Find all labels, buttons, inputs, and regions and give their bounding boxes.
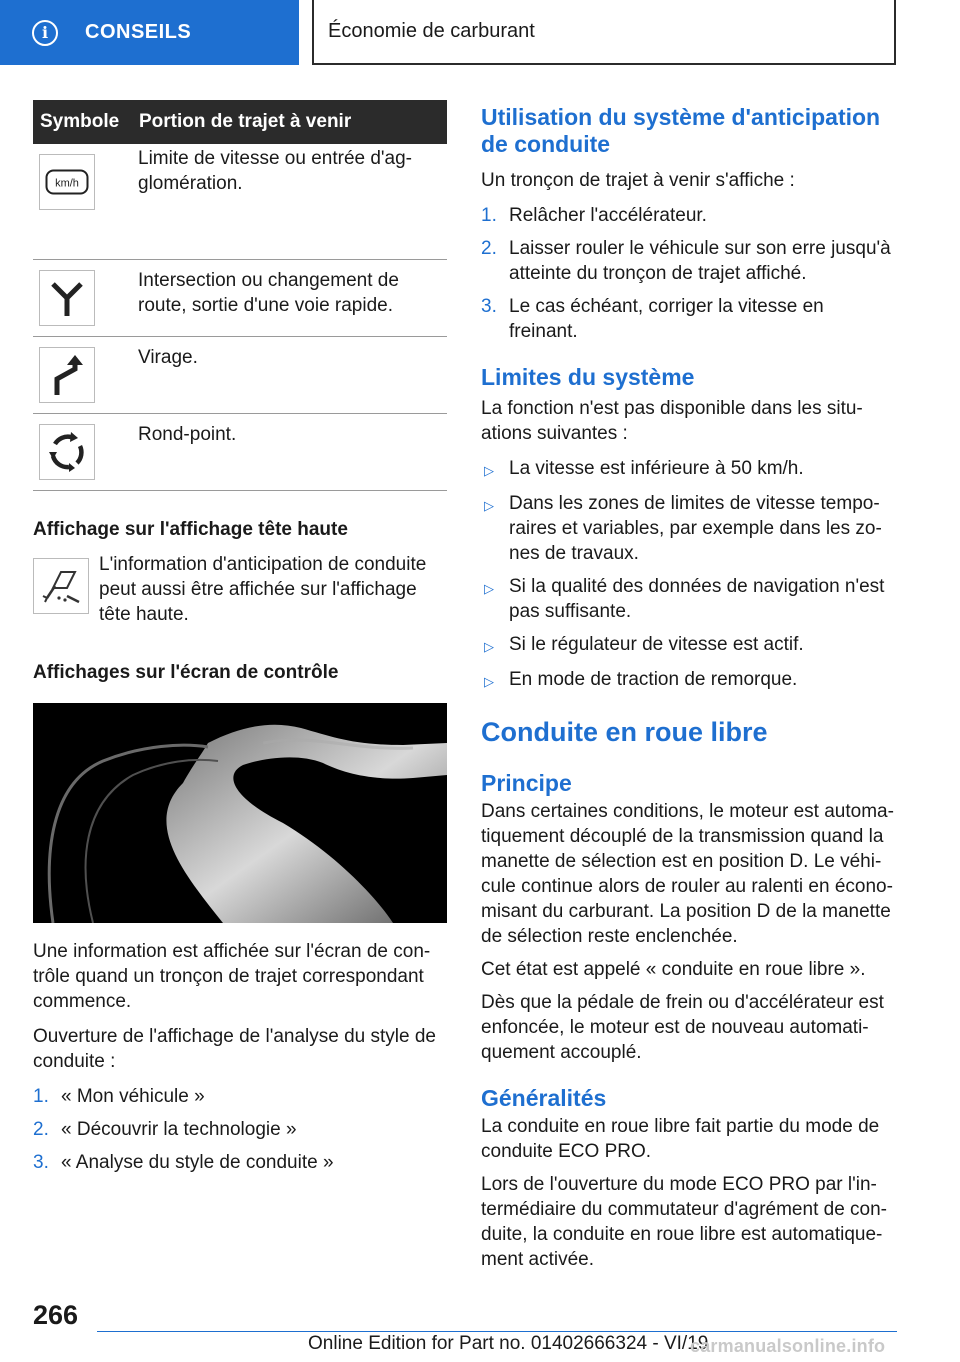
list-item: 2. Laisser rouler le véhicule sur son erre jusqu'à atteinte du tronçon de trajet affiché. <box>481 238 891 284</box>
list-item: ▷ La vitesse est inférieure à 50 km/h. <box>481 456 896 483</box>
principle-p2: Cet état est appelé « conduite en roue libre ». <box>481 959 866 980</box>
triangle-bullet-icon: ▷ <box>484 674 494 689</box>
general-heading: Généralités <box>481 1085 607 1111</box>
principle-p3: Dès que la pédale de frein ou d'accélérateur est enfoncée, le moteur est de nouveau automati-quement accouplé. <box>481 992 884 1063</box>
row-text: Limite de vitesse ou entrée d'ag-glomération. <box>132 144 447 259</box>
list-item: 3. Le cas échéant, corriger la vitesse en freinant. <box>481 296 824 342</box>
list-item: 3. « Analyse du style de conduite » <box>33 1151 334 1173</box>
row-text: Virage. <box>132 336 447 413</box>
list-item: ▷ Dans les zones de limites de vitesse tempo-raires et variables, par exemple dans les zo-nes de travaux. <box>481 491 896 566</box>
road-ahead-illustration <box>33 703 447 923</box>
head-up-display-icon <box>33 558 89 614</box>
section-label: CONSEILS <box>85 21 192 43</box>
general-p2: Lors de l'ouverture du mode ECO PRO par l'in-termédiaire du commutateur d'agrément de con-duite, la conduite en roue libre est automatique-ment activée. <box>481 1174 887 1270</box>
anticipation-steps <box>481 203 896 344</box>
table-row <box>33 413 447 490</box>
control-display-heading: Affichages sur l'écran de contrôle <box>33 661 339 683</box>
list-item: 1. « Mon véhicule » <box>33 1085 205 1107</box>
footer-divider <box>97 1331 897 1332</box>
list-item: ▷ Si la qualité des données de navigation n'est pas suffisante. <box>481 574 896 624</box>
speed-limit-kmh-icon <box>39 154 95 210</box>
limits-intro: La fonction n'est pas disponible dans les situ-ations suivantes : <box>481 398 863 444</box>
left-column <box>33 100 447 1183</box>
page-number: 266 <box>33 1300 79 1330</box>
control-display-steps <box>33 1084 447 1175</box>
table-row <box>33 259 447 336</box>
control-display-text: Une information est affichée sur l'écran de con-trôle quand un tronçon de trajet correspondant commence. <box>33 940 431 1012</box>
list-item: ▷ Si le régulateur de vitesse est actif. <box>481 632 896 659</box>
principle-p1: Dans certaines conditions, le moteur est automa-tiquement découplé de la transmission quand la manette de sélection est en position D. Le véhi-cule continue alors de rouler au ralenti en écono-misant du carburant. La position D de la manette de sélection reste enclenchée. <box>481 801 894 947</box>
coasting-heading: Conduite en roue libre <box>481 717 768 747</box>
triangle-bullet-icon: ▷ <box>484 463 494 478</box>
anticipation-heading: Utilisation du système d'anticipation de conduite <box>481 104 881 157</box>
general-p1: La conduite en roue libre fait partie du mode de conduite ECO PRO. <box>481 1116 880 1162</box>
info-icon: i <box>32 20 58 46</box>
table-header-symbol: Symbole <box>33 100 132 144</box>
row-text: Rond-point. <box>132 413 447 490</box>
hud-block <box>33 552 447 627</box>
roundabout-icon <box>39 424 95 480</box>
list-item: ▷ En mode de traction de remorque. <box>481 667 896 694</box>
table-row <box>33 336 447 413</box>
edition-text: Online Edition for Part no. 01402666324 - VI/19 <box>308 1333 709 1354</box>
list-item: 1. Relâcher l'accélérateur. <box>481 205 707 226</box>
hud-text: L'information d'anticipation de conduite peut aussi être affichée sur l'affichage tête haute. <box>99 553 427 625</box>
watermark: carmanualsonline.info <box>690 1336 886 1356</box>
right-column <box>481 100 896 1272</box>
limits-list <box>481 456 896 694</box>
table-row <box>33 144 447 259</box>
intersection-icon <box>39 270 95 326</box>
curve-icon <box>39 347 95 403</box>
triangle-bullet-icon: ▷ <box>484 639 494 654</box>
triangle-bullet-icon: ▷ <box>484 581 494 596</box>
list-item: 2. « Découvrir la technologie » <box>33 1118 297 1140</box>
chapter-title: Économie de carburant <box>312 0 896 65</box>
row-text: Intersection ou changement de route, sortie d'une voie rapide. <box>132 259 447 336</box>
control-display-open-text: Ouverture de l'affichage de l'analyse du style de conduite : <box>33 1025 436 1072</box>
table-header-route: Portion de trajet à venir <box>132 100 447 144</box>
route-symbol-table <box>33 100 447 491</box>
limits-heading: Limites du système <box>481 364 695 390</box>
hud-heading: Affichage sur l'affichage tête haute <box>33 518 348 540</box>
triangle-bullet-icon: ▷ <box>484 498 494 513</box>
anticipation-intro: Un tronçon de trajet à venir s'affiche : <box>481 170 795 191</box>
section-tab <box>0 0 299 65</box>
principle-heading: Principe <box>481 770 572 796</box>
svg-text:km/h: km/h <box>55 177 79 190</box>
